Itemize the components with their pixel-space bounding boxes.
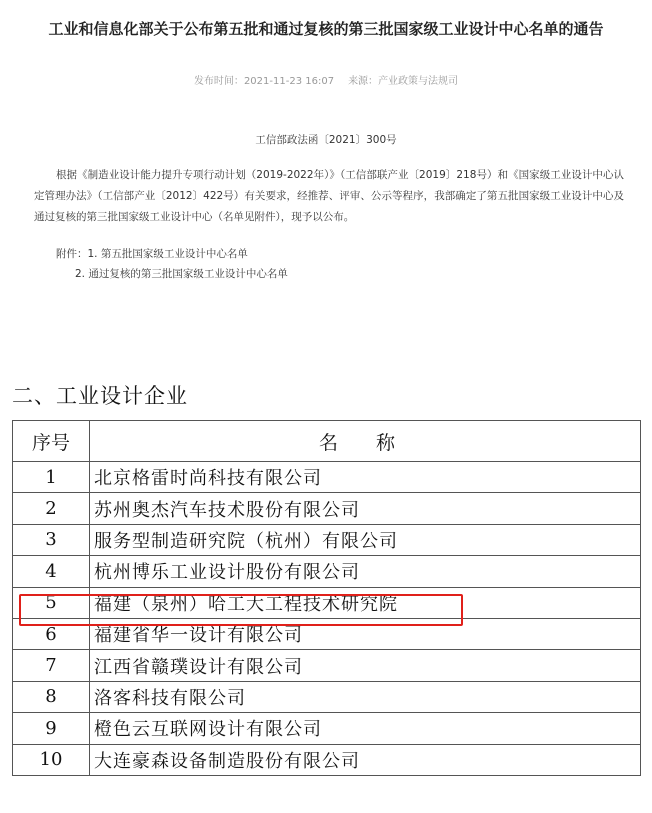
row-number: 5	[13, 587, 90, 618]
row-number: 2	[13, 493, 90, 524]
published-value: 2021-11-23 16:07	[243, 76, 335, 87]
header-name: 名 称	[90, 421, 641, 462]
row-number: 1	[13, 462, 90, 493]
row-company-name: 江西省赣璞设计有限公司	[90, 650, 641, 681]
row-company-name: 橙色云互联网设计有限公司	[90, 713, 641, 744]
row-number: 6	[13, 618, 90, 649]
table-header-row	[13, 421, 641, 462]
table-row	[13, 524, 641, 555]
row-company-name: 福建（泉州）哈工大工程技术研究院	[90, 587, 641, 618]
row-company-name: 北京格雷时尚科技有限公司	[90, 462, 641, 493]
document-number: 工信部政法函〔2021〕300号	[255, 134, 397, 146]
table-row	[13, 493, 641, 524]
row-number: 4	[13, 556, 90, 587]
attachment-1[interactable]: 附件：1. 第五批国家级工业设计中心名单	[56, 248, 248, 260]
table-row	[13, 681, 641, 712]
source-label: 来源：	[348, 76, 379, 87]
row-number: 10	[13, 744, 90, 775]
table-row	[13, 744, 641, 775]
section-title: 二、工业设计企业	[12, 384, 188, 408]
table-row	[13, 713, 641, 744]
article-meta	[0, 72, 652, 87]
attachment-2[interactable]: 2. 通过复核的第三批国家级工业设计中心名单	[75, 268, 288, 280]
header-num: 序号	[13, 421, 90, 462]
published-label: 发布时间：	[193, 76, 244, 87]
row-number: 3	[13, 524, 90, 555]
row-number: 7	[13, 650, 90, 681]
row-company-name: 洛客科技有限公司	[90, 681, 641, 712]
table-row	[13, 650, 641, 681]
table-row	[13, 556, 641, 587]
highlight-box	[19, 594, 463, 626]
row-company-name: 大连豪森设备制造股份有限公司	[90, 744, 641, 775]
row-company-name: 苏州奥杰汽车技术股份有限公司	[90, 493, 641, 524]
row-number: 8	[13, 681, 90, 712]
row-company-name: 杭州博乐工业设计股份有限公司	[90, 556, 641, 587]
article-title: 工业和信息化部关于公布第五批和通过复核的第三批国家级工业设计中心名单的通告	[48, 20, 604, 38]
row-company-name: 服务型制造研究院（杭州）有限公司	[90, 524, 641, 555]
row-company-name: 福建省华一设计有限公司	[90, 618, 641, 649]
table-row	[13, 462, 641, 493]
article-body: 根据《制造业设计能力提升专项行动计划（2019-2022年）》（工信部联产业〔2019〕218号）和《国家级工业设计中心认定管理办法》（工信部产业〔2012〕422号）有关要求，经推荐、评审、公示等程序，我部确定了第五批国家级工业设计中心及通过复核的第三批国家级工业设计中心（名单见附件），现予以公布。	[34, 169, 624, 223]
row-number: 9	[13, 713, 90, 744]
source-value: 产业政策与法规司	[378, 76, 459, 87]
